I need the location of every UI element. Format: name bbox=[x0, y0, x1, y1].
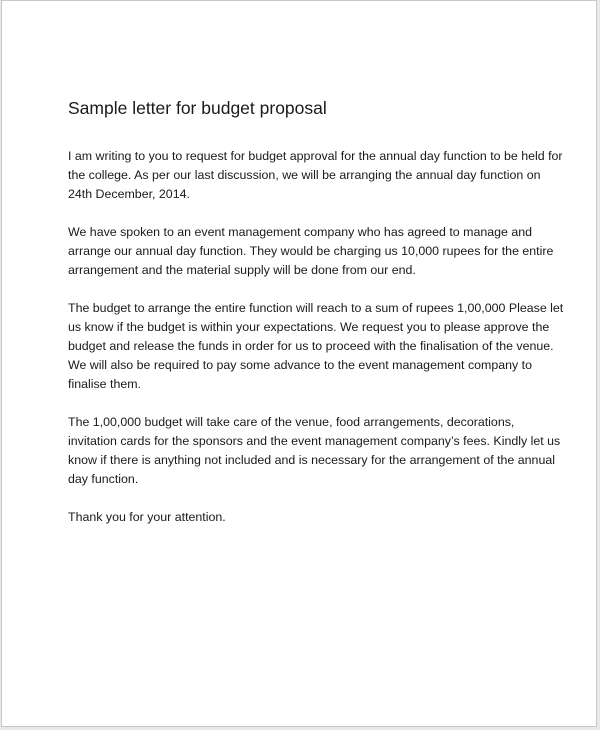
text-line: arrangement and the material supply will be done from our end. bbox=[68, 263, 416, 277]
document-page bbox=[1, 0, 597, 727]
text-line: I am writing to you to request for budget approval for the annual day function to be held for bbox=[68, 149, 563, 163]
paragraph-closing bbox=[68, 508, 568, 527]
text-line: know if there is anything not included and is necessary for the arrangement of the annual bbox=[68, 453, 555, 467]
text-line: We will also be required to pay some advance to the event management company to bbox=[68, 358, 532, 372]
text-line: The 1,00,000 budget will take care of the venue, food arrangements, decorations, bbox=[68, 415, 515, 429]
paragraph-budget-coverage bbox=[68, 413, 568, 489]
text-line: the college. As per our last discussion, we will be arranging the annual day function on bbox=[68, 168, 541, 182]
text-line: budget and release the funds in order for us to proceed with the finalisation of the venue. bbox=[68, 339, 554, 353]
text-line: Thank you for your attention. bbox=[68, 510, 226, 524]
text-line: invitation cards for the sponsors and the event management company’s fees. Kindly let us bbox=[68, 434, 561, 448]
paragraph-request bbox=[68, 147, 568, 204]
text-line: finalise them. bbox=[68, 377, 142, 391]
text-line: We have spoken to an event management company who has agreed to manage and bbox=[68, 225, 533, 239]
letter-body bbox=[68, 147, 568, 546]
text-line: arrange our annual day function. They would be charging us 10,000 rupees for the entire bbox=[68, 244, 554, 258]
text-line: us know if the budget is within your expectations. We request you to please approve the bbox=[68, 320, 550, 334]
paragraph-event-company bbox=[68, 223, 568, 280]
text-line: day function. bbox=[68, 472, 139, 486]
document-title: Sample letter for budget proposal bbox=[68, 98, 327, 118]
paragraph-budget-total bbox=[68, 299, 568, 394]
text-line: 24th December, 2014. bbox=[68, 187, 190, 201]
text-line: The budget to arrange the entire function will reach to a sum of rupees 1,00,000 Please let bbox=[68, 301, 564, 315]
